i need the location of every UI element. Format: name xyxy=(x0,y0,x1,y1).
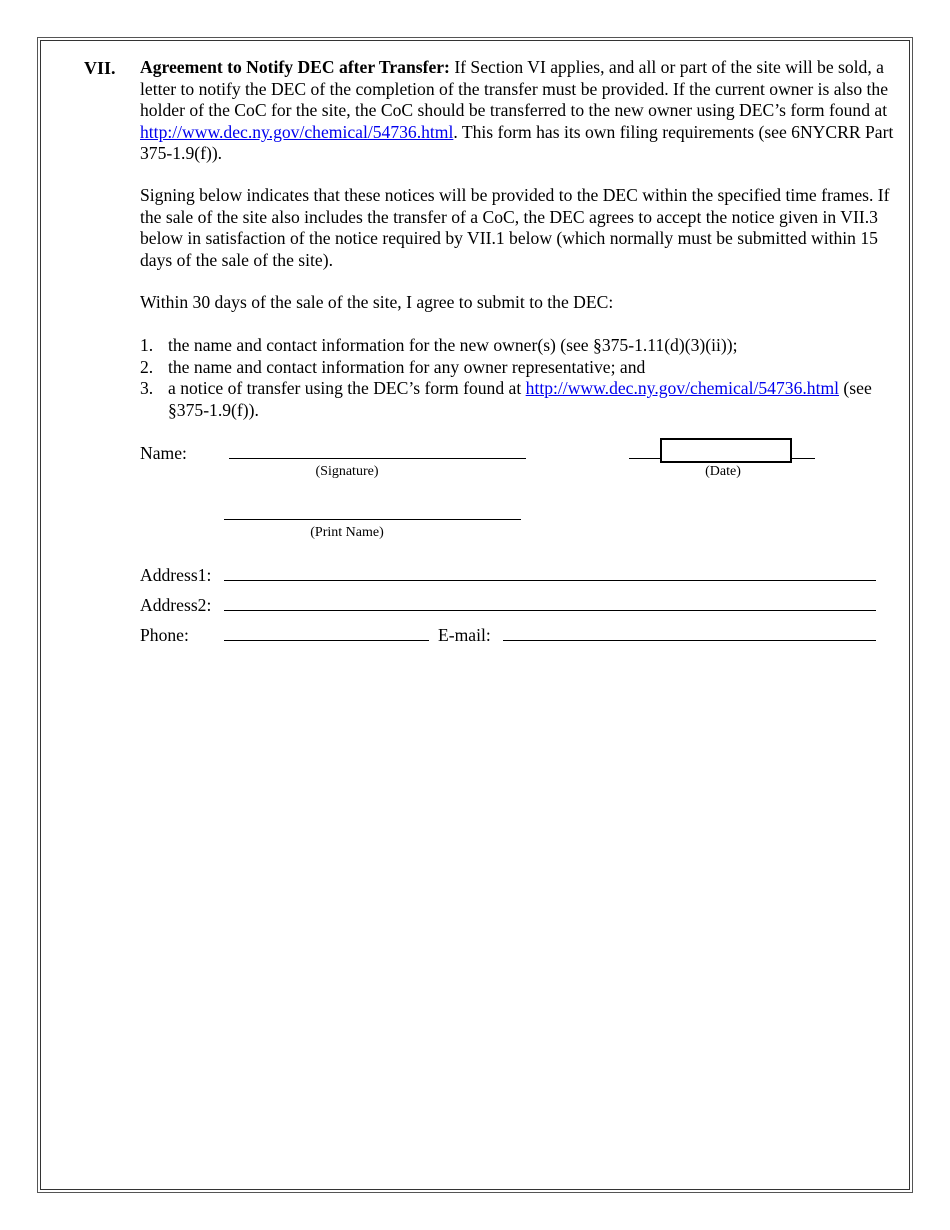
phone-label: Phone: xyxy=(140,625,189,645)
print-name-line[interactable] xyxy=(224,519,521,520)
dec-form-link[interactable]: http://www.dec.ny.gov/chemical/54736.html xyxy=(140,121,454,142)
signature-caption: (Signature) xyxy=(315,464,379,479)
email-label: E-mail: xyxy=(438,625,491,645)
list-item-text: the name and contact information for any owner representative; and xyxy=(168,356,646,377)
list-item xyxy=(140,335,895,357)
section-paragraph-2: Signing below indicates that these notices will be provided to the DEC within the specified time frames. If the sale of the site also includes the transfer of a CoC, the DEC agrees to accept the notice given in VII.3 below in satisfaction of the notice required by VII.1 below (which normally must be submitted within 15 days of the sale of the site). xyxy=(140,185,890,270)
address2-line[interactable] xyxy=(224,610,876,611)
email-line[interactable] xyxy=(503,640,876,641)
notice-list xyxy=(140,335,895,421)
list-item-text: the name and contact information for the new owner(s) (see §375-1.11(d)(3)(ii)); xyxy=(168,335,738,355)
list-item-number: 2. xyxy=(140,356,154,377)
phone-line[interactable] xyxy=(224,640,429,641)
address1-line[interactable] xyxy=(224,580,876,581)
list-item-3-text-a: a notice of transfer using the DEC’s form found at xyxy=(168,378,526,399)
list-item-3-text-b: (see §375-1.9(f)). xyxy=(168,378,872,420)
list-item xyxy=(140,378,895,421)
section-number: VII. xyxy=(84,58,116,78)
name-label: Name: xyxy=(140,443,187,463)
date-input-box[interactable] xyxy=(660,438,792,463)
address1-label: Address1: xyxy=(140,565,212,585)
paragraph-1-text-a: If Section VI applies, and all or part of the site will be sold, a letter to notify the DEC of the completion of the transfer must be provided. If the current owner is also the holder of the CoC for the site, the CoC should be transferred to the new owner using DEC’s form found at xyxy=(140,57,889,121)
section-paragraph-1 xyxy=(140,57,895,165)
signature-line[interactable] xyxy=(229,458,526,459)
list-item xyxy=(140,357,895,379)
list-item-number: 1. xyxy=(140,335,154,355)
section-heading: Agreement to Notify DEC after Transfer: xyxy=(140,57,450,77)
paragraph-1-text-b: . This form has its own filing requirements (see 6NYCRR Part 375-1.9(f)). xyxy=(140,121,894,164)
section-paragraph-3: Within 30 days of the sale of the site, I agree to submit to the DEC: xyxy=(140,292,614,312)
address2-label: Address2: xyxy=(140,595,212,615)
date-caption: (Date) xyxy=(705,464,741,479)
dec-form-link-2[interactable]: http://www.dec.ny.gov/chemical/54736.html xyxy=(525,378,840,399)
list-item-number: 3. xyxy=(140,378,154,399)
list-item-text xyxy=(168,378,895,421)
print-name-caption: (Print Name) xyxy=(310,525,384,540)
